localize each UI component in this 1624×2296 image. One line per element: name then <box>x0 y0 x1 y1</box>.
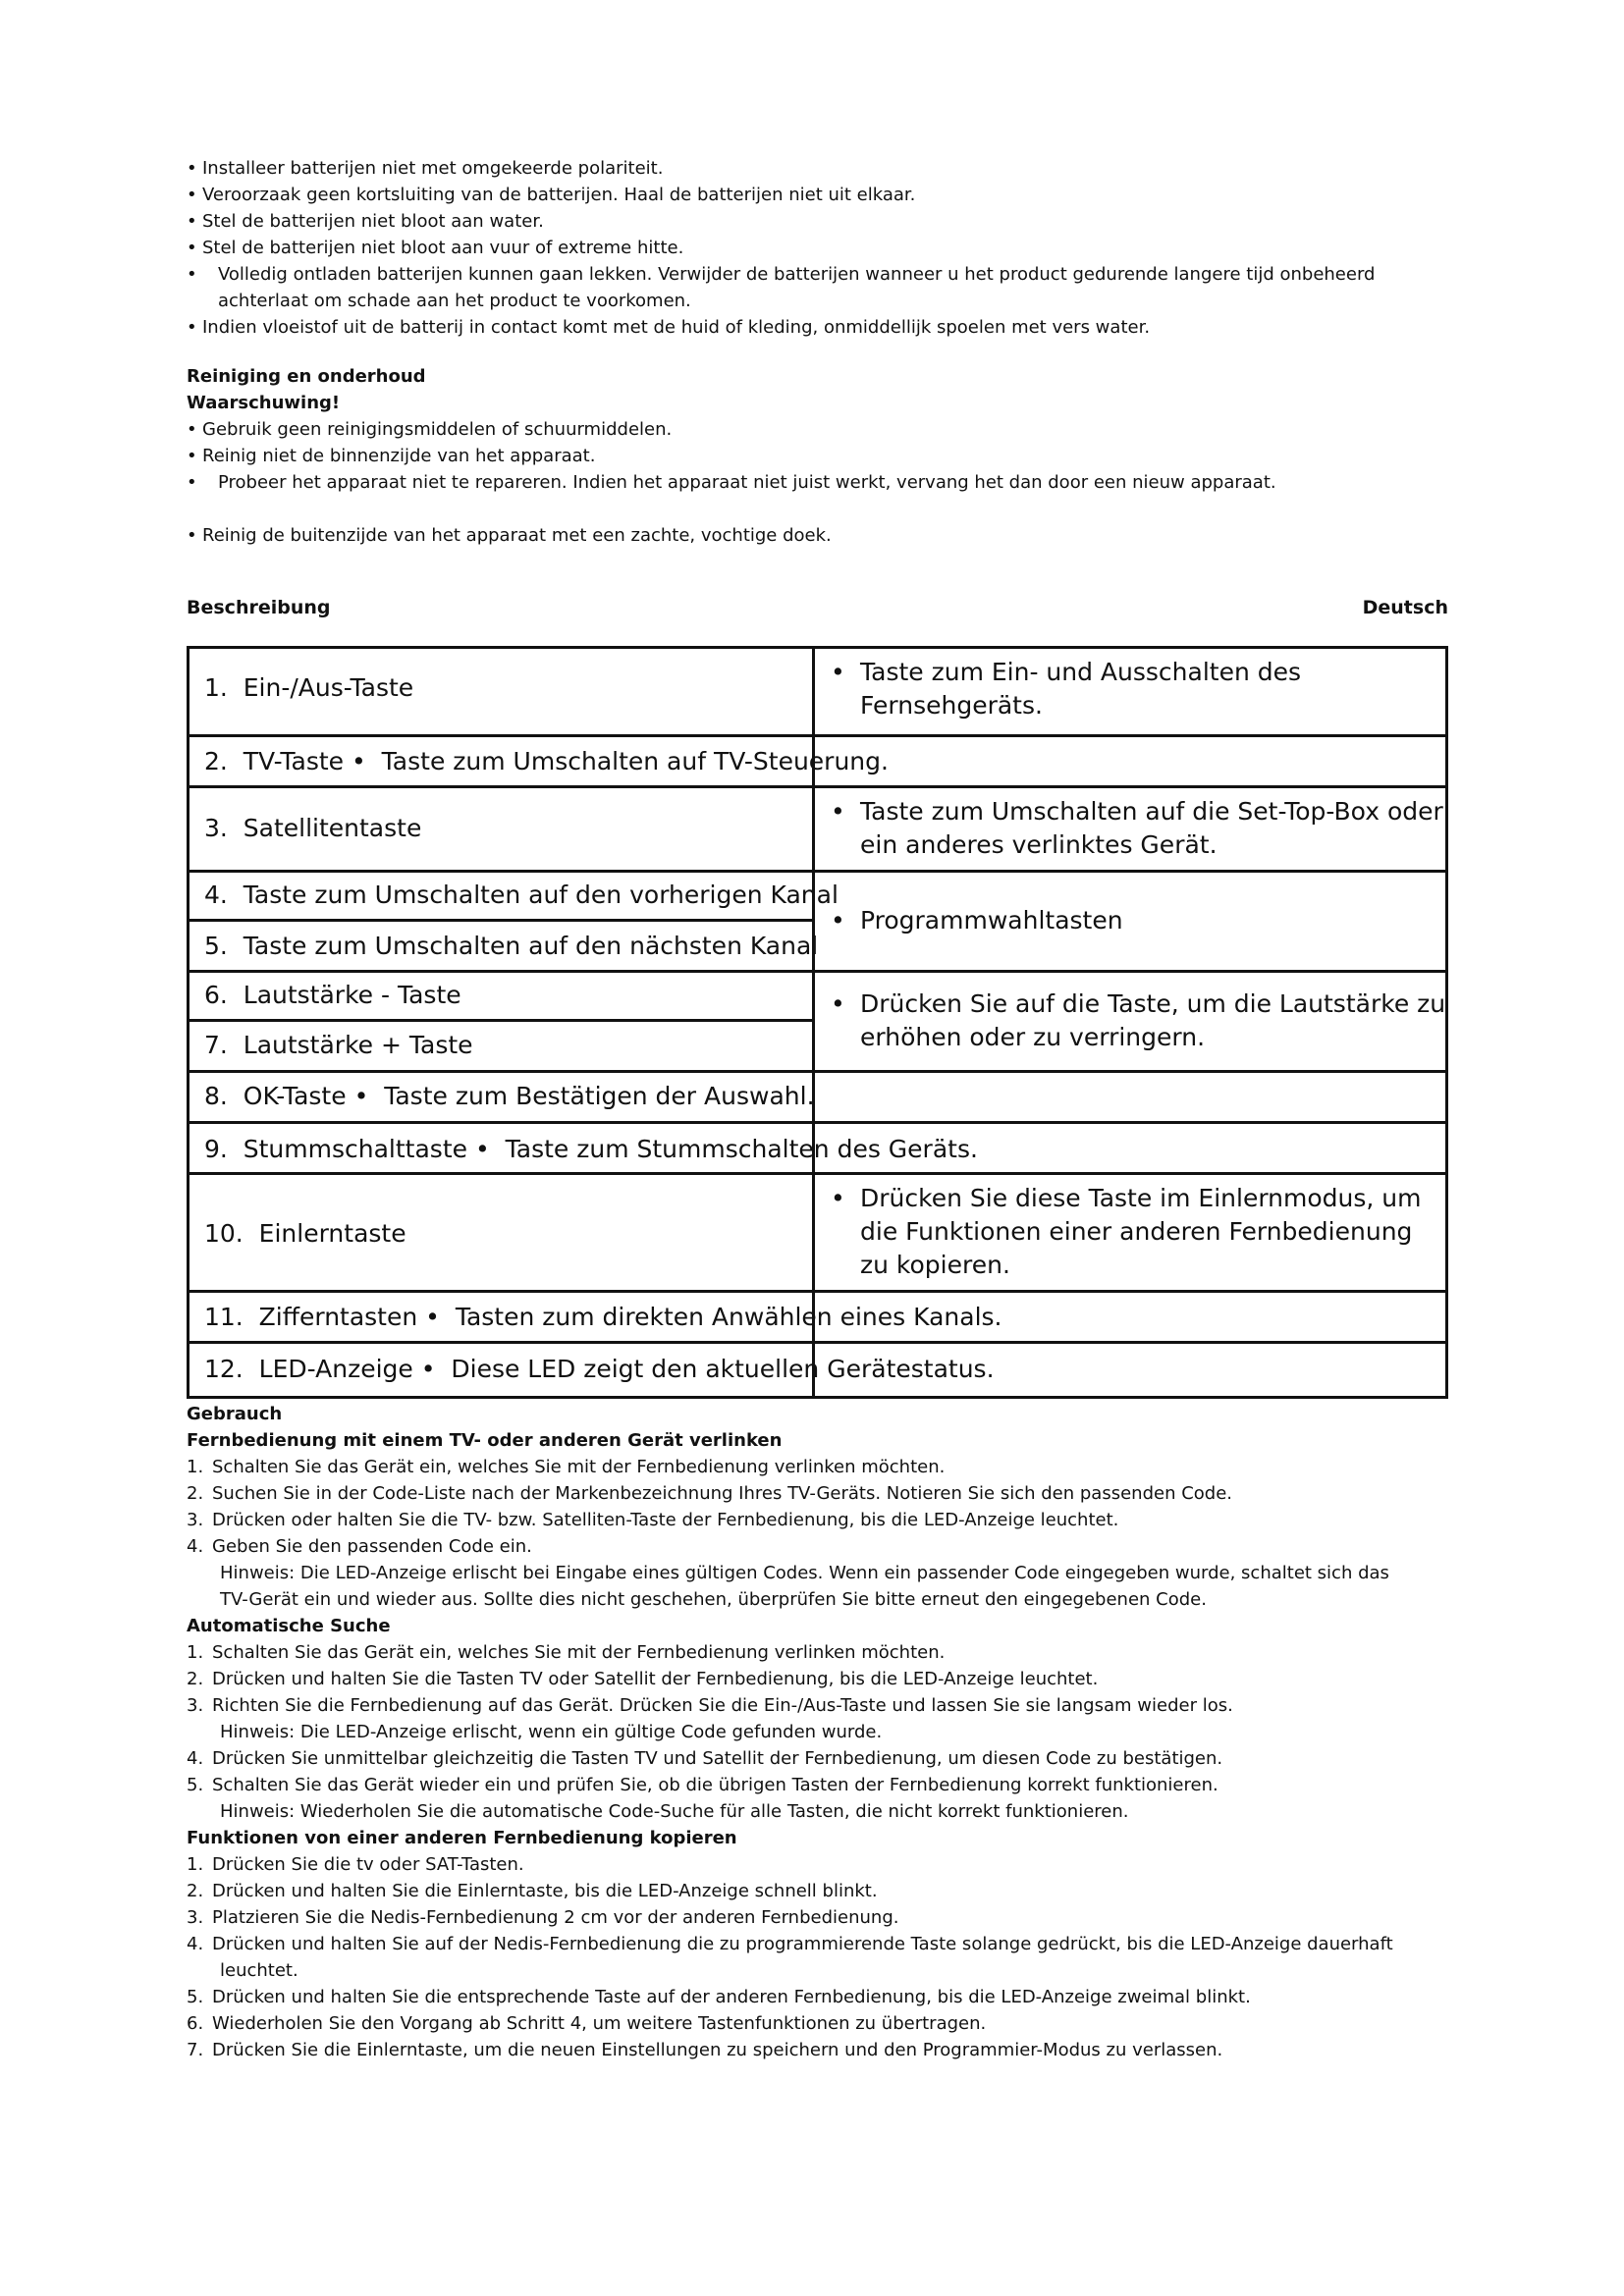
table-row-label: 1. Ein-/Aus-Taste <box>204 673 414 702</box>
list-item-continuation: achterlaat om schade aan het product te voorkomen. <box>218 291 691 311</box>
note: Hinweis: Die LED-Anzeige erlischt, wenn ein gültige Code gefunden wurde. <box>220 1722 883 1742</box>
table-row-desc: • Taste zum Ein- und Ausschalten des Fernsehgeräts. <box>831 658 1302 720</box>
table-row-label: 9. Stummschalttaste • Taste zum Stummschalten des Geräts. <box>204 1135 978 1163</box>
note: Hinweis: Die LED-Anzeige erlischt bei Eingabe eines gültigen Codes. Wenn ein passender Code eingegeben wurde, schaltet sich das <box>220 1563 1389 1583</box>
table-row-label: 5. Taste zum Umschalten auf den nächsten Kanal <box>204 932 819 960</box>
copy-heading: Funktionen von einer anderen Fernbedienung kopieren <box>187 1828 737 1848</box>
link-heading: Fernbedienung mit einem TV- oder anderen Gerät verlinken <box>187 1430 783 1451</box>
list-item: 3. Drücken oder halten Sie die TV- bzw. Satelliten-Taste der Fernbedienung, bis die LED-Anzeige leuchtet. <box>187 1510 1119 1530</box>
list-item: 2. Drücken und halten Sie die Einlerntaste, bis die LED-Anzeige schnell blinkt. <box>187 1881 878 1901</box>
cleaning-heading: Reiniging en onderhoud <box>187 366 426 387</box>
description-table <box>187 646 1448 1399</box>
list-item: 3. Platzieren Sie die Nedis-Fernbedienung 2 cm vor der anderen Fernbedienung. <box>187 1907 899 1928</box>
warning-heading: Waarschuwing! <box>187 393 341 413</box>
battery-bullets <box>187 155 1453 341</box>
table-row-label: 2. TV-Taste • Taste zum Umschalten auf TV-Steuerung. <box>204 747 889 775</box>
list-item: • Indien vloeistof uit de batterij in contact komt met de huid of kleding, onmiddellijk spoelen met vers water. <box>187 317 1151 338</box>
list-item: • Veroorzaak geen kortsluiting van de batterijen. Haal de batterijen niet uit elkaar. <box>187 185 916 205</box>
table-row-label: 3. Satellitentaste <box>204 814 422 842</box>
list-item: • Stel de batterijen niet bloot aan water. <box>187 211 544 232</box>
list-item: 4. Drücken Sie unmittelbar gleichzeitig die Tasten TV und Satellit der Fernbedienung, um diesen Code zu bestätigen. <box>187 1748 1223 1769</box>
table-row-desc: • Programmwahltasten <box>831 906 1123 934</box>
usage-heading: Gebrauch <box>187 1404 283 1424</box>
list-item-continuation: leuchtet. <box>220 1960 298 1981</box>
list-item: 2. Drücken und halten Sie die Tasten TV oder Satellit der Fernbedienung, bis die LED-Anzeige leuchtet. <box>187 1669 1099 1689</box>
list-item: • Reinig niet de binnenzijde van het apparaat. <box>187 446 596 466</box>
list-item: 1. Drücken Sie die tv oder SAT-Tasten. <box>187 1854 524 1875</box>
table-row-desc: • Drücken Sie diese Taste im Einlernmodus, um die Funktionen einer anderen Fernbedienung zu kopieren. <box>831 1184 1422 1279</box>
table-row-label: 8. OK-Taste • Taste zum Bestätigen der Auswahl. <box>204 1082 815 1110</box>
section-title: Beschreibung <box>187 597 331 618</box>
note: TV-Gerät ein und wieder aus. Sollte dies nicht geschehen, überprüfen Sie bitte erneut den eingegebenen Code. <box>220 1589 1207 1610</box>
list-item: • Stel de batterijen niet bloot aan vuur of extreme hitte. <box>187 238 684 258</box>
list-item: 6. Wiederholen Sie den Vorgang ab Schritt 4, um weitere Tastenfunktionen zu übertragen. <box>187 2013 987 2034</box>
list-item: 5. Drücken und halten Sie die entsprechende Taste auf der anderen Fernbedienung, bis die LED-Anzeige zweimal blinkt. <box>187 1987 1251 2007</box>
list-item: 4. Geben Sie den passenden Code ein. <box>187 1536 532 1557</box>
list-item: • Gebruik geen reinigingsmiddelen of schuurmiddelen. <box>187 419 673 440</box>
table-row-desc: • Drücken Sie auf die Taste, um die Lautstärke zu erhöhen oder zu verringern. <box>831 989 1446 1051</box>
list-item: • Volledig ontladen batterijen kunnen gaan lekken. Verwijder de batterijen wanneer u het product gedurende langere tijd onbeheerd <box>187 264 1376 285</box>
table-row-label: 11. Zifferntasten • Tasten zum direkten Anwählen eines Kanals. <box>204 1303 1002 1331</box>
section-header <box>187 597 1448 626</box>
table-row-label: 6. Lautstärke - Taste <box>204 981 461 1009</box>
list-item: • Reinig de buitenzijde van het apparaat met een zachte, vochtige doek. <box>187 525 832 546</box>
cleaning-section <box>187 363 1453 549</box>
list-item: 1. Schalten Sie das Gerät ein, welches Sie mit der Fernbedienung verlinken möchten. <box>187 1457 946 1477</box>
list-item: 7. Drücken Sie die Einlerntaste, um die neuen Einstellungen zu speichern und den Programmier-Modus zu verlassen. <box>187 2040 1223 2060</box>
note: Hinweis: Wiederholen Sie die automatische Code-Suche für alle Tasten, die nicht korrekt funktionieren. <box>220 1801 1129 1822</box>
table-cell <box>812 1070 1448 1124</box>
list-item: 2. Suchen Sie in der Code-Liste nach der Markenbezeichnung Ihres TV-Geräts. Notieren Sie sich den passenden Code. <box>187 1483 1233 1504</box>
usage-section <box>187 1401 1453 2063</box>
list-item: 5. Schalten Sie das Gerät wieder ein und prüfen Sie, ob die übrigen Tasten der Fernbedienung korrekt funktionieren. <box>187 1775 1218 1795</box>
table-row-desc: • Taste zum Umschalten auf die Set-Top-Box oder ein anderes verlinktes Gerät. <box>831 797 1443 859</box>
table-row-label: 12. LED-Anzeige • Diese LED zeigt den aktuellen Gerätestatus. <box>204 1355 995 1383</box>
list-item: • Probeer het apparaat niet te repareren. Indien het apparaat niet juist werkt, vervang het dan door een nieuw apparaat. <box>187 472 1276 493</box>
list-item: 4. Drücken und halten Sie auf der Nedis-Fernbedienung die zu programmierende Taste solange gedrückt, bis die LED-Anzeige dauerhaft <box>187 1934 1393 1954</box>
table-row-label: 10. Einlerntaste <box>204 1219 406 1248</box>
list-item: • Installeer batterijen niet met omgekeerde polariteit. <box>187 158 664 179</box>
table-row-label: 4. Taste zum Umschalten auf den vorherigen Kanal <box>204 881 839 909</box>
list-item: 3. Richten Sie die Fernbedienung auf das Gerät. Drücken Sie die Ein-/Aus-Taste und lassen Sie sie langsam wieder los. <box>187 1695 1233 1716</box>
auto-heading: Automatische Suche <box>187 1616 391 1636</box>
language-label: Deutsch <box>1362 597 1448 618</box>
table-row-label: 7. Lautstärke + Taste <box>204 1031 473 1059</box>
list-item: 1. Schalten Sie das Gerät ein, welches Sie mit der Fernbedienung verlinken möchten. <box>187 1642 946 1663</box>
